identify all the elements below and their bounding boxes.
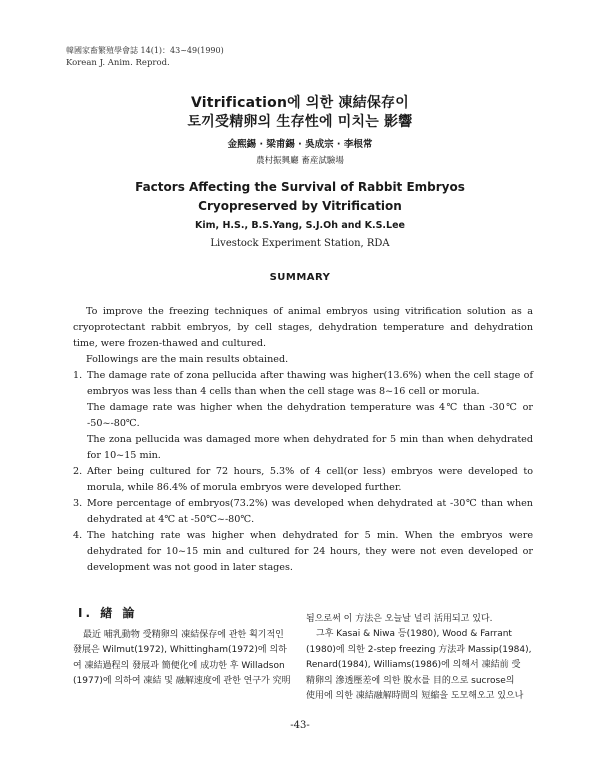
list-item-text: More percentage of embryos(73.2%) was developed when dehydrated at -30℃ than when dehydrated at 4℃ at -50℃~-80℃.: [87, 498, 533, 525]
list-item: [73, 496, 533, 528]
list-item-text: The damage rate of zona pellucida after thawing was higher(13.6%) when the cell stage of embryos was less than 4 cells than when the cell stage was 8~16 cell or morula.: [87, 370, 533, 397]
journal-citation-ko: 韓國家畜繁殖學會誌 14(1)：43~49(1990): [66, 46, 224, 55]
intro-right-column: [306, 612, 534, 704]
text-line: 여 凍結過程의 發展과 簡便化에 成功한 후 Willadson: [73, 660, 285, 671]
list-item-text: The zona pellucida was damaged more when dehydrated for 5 min than when dehydrated for 10~15 min.: [87, 434, 533, 461]
list-item-number: 4.: [73, 530, 83, 541]
text-line: (1980)에 의한 2-step freezing 方法과 Massip(1984),: [306, 644, 532, 655]
journal-name-en: Korean J. Anim. Reprod.: [66, 58, 170, 68]
title-english: [0, 178, 600, 216]
list-item-text: The damage rate was higher when the dehydration temperature was 4℃ than -30℃ or -50~-80℃.: [87, 402, 533, 429]
list-item-number: 3.: [73, 498, 83, 509]
text-line: 됨으로써 이 方法은 오늘날 널리 活用되고 있다.: [306, 614, 493, 624]
title-korean-line2: 토끼受精卵의 生存性에 미치는 影響: [187, 114, 413, 130]
text-line: (1977)에 의하여 凍結 및 融解速度에 관한 연구가 究明: [73, 676, 291, 687]
authors-english: Kim, H.S., B.S.Yang, S.J.Oh and K.S.Lee: [195, 220, 405, 231]
list-item: [73, 464, 533, 496]
title-korean-line1: Vitrification에 의한 凍結保存이: [191, 95, 409, 111]
text-line: Renard(1984), Williams(1986)에 의해서 凍結前 受: [306, 660, 521, 671]
text-line: 最近 哺乳動物 受精卵의 凍結保存에 관한 획기적인: [83, 630, 284, 640]
text-line: 發展은 Wilmut(1972), Whittingham(1972)에 의하: [73, 645, 287, 656]
journal-header: [66, 44, 224, 70]
list-item-text: The hatching rate was higher when dehydrated for 5 min. When the embryos were dehydrated for 10~15 min and cultured for 24 hours, they were not even developed or development was not good in later stages.: [87, 530, 533, 573]
list-item: [73, 528, 533, 576]
section-heading-introduction: I. 緖 論: [78, 606, 138, 620]
text-line: 使用에 의한 凍結融解時間의 短縮을 도모해오고 있으나: [306, 691, 524, 702]
authors-korean: 金熙錫 · 梁甫錫 · 吳成宗 · 李根常: [227, 139, 373, 150]
list-item-number: 2.: [73, 466, 83, 477]
list-item-text: After being cultured for 72 hours, 5.3% of 4 cell(or less) embryos were developed to morula, while 86.4% of morula embryos were developed further.: [87, 466, 533, 493]
affiliation-korean: 農村振興廳 畜産試驗場: [256, 156, 344, 166]
title-english-line1: Factors Affecting the Survival of Rabbit Embryos: [135, 180, 465, 194]
title-english-line2: Cryopreserved by Vitrification: [198, 199, 402, 213]
intro-left-column: [73, 628, 291, 690]
page-number: -43-: [290, 720, 310, 731]
summary-intro: To improve the freezing techniques of animal embryos using vitrification solution as a cryoprotectant rabbit embryos, by cell stages, dehydration temperature and dehydration time, were frozen-thawed and cultured.: [73, 306, 533, 349]
summary-lead: Followings are the main results obtained.: [86, 354, 289, 365]
summary-body: [73, 304, 533, 576]
text-line: 精卵의 滲透壓差에 의한 脫水를 目的으로 sucrose의: [306, 675, 515, 686]
list-item-number: 1.: [73, 370, 83, 381]
text-line: 그후 Kasai & Niwa 등(1980), Wood & Farrant: [316, 629, 512, 640]
affiliation-english: Livestock Experiment Station, RDA: [210, 238, 390, 249]
title-korean: [0, 94, 600, 132]
results-list: [73, 368, 533, 576]
list-item: [73, 368, 533, 464]
summary-heading: SUMMARY: [269, 272, 331, 283]
